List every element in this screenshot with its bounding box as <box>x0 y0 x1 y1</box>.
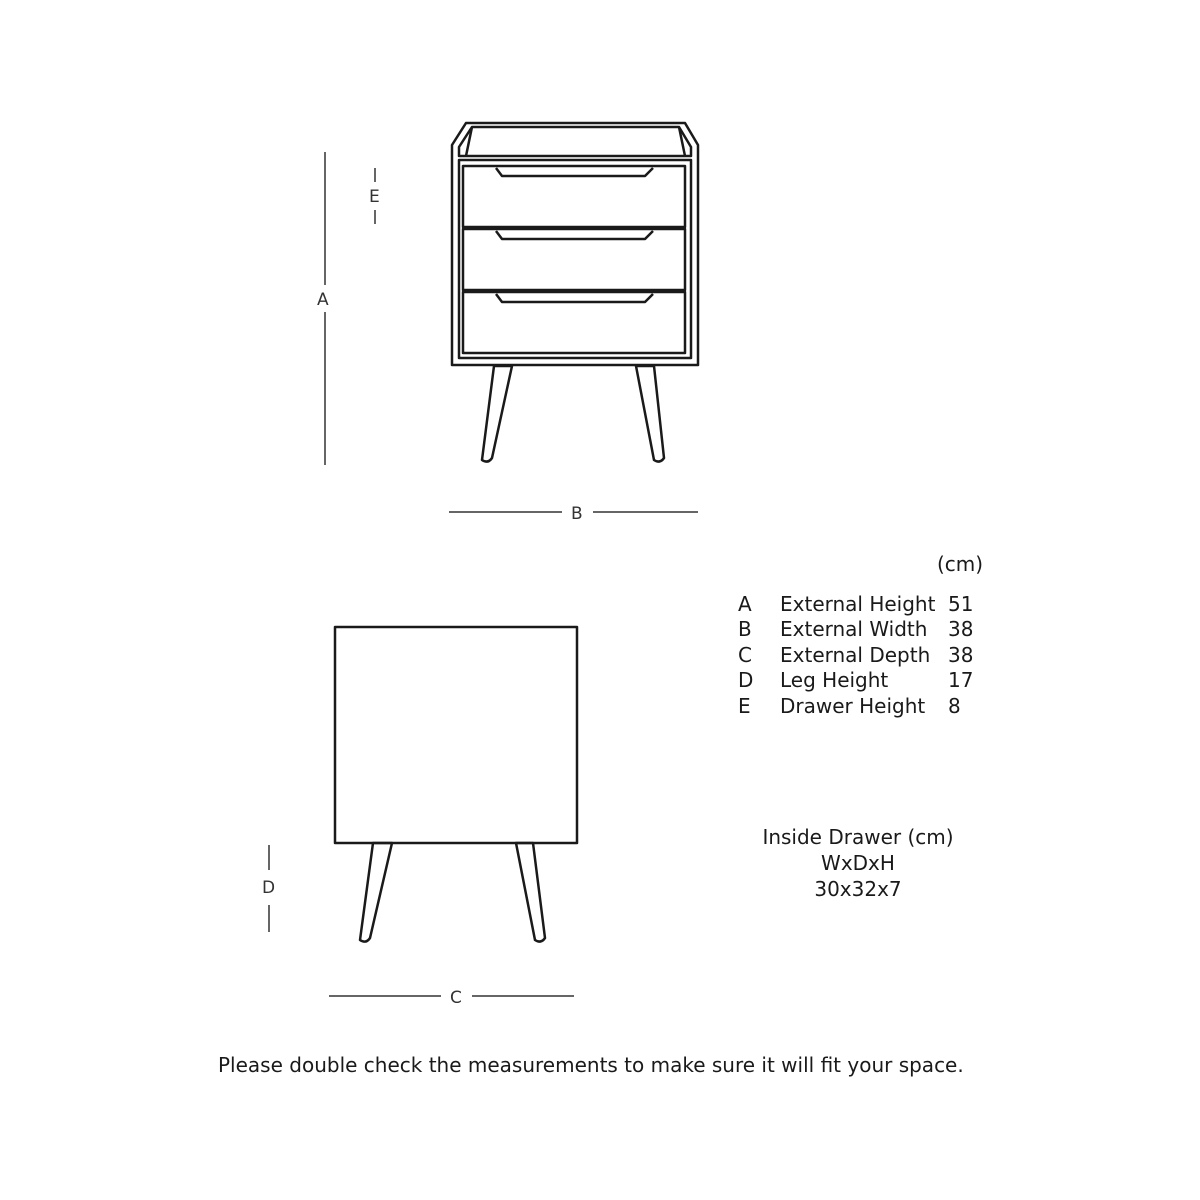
drawer-2-handle <box>496 231 653 239</box>
front-leg-left <box>482 366 512 462</box>
dimension-d-label: D <box>262 878 276 898</box>
spec-name: Leg Height <box>780 668 889 693</box>
spec-code: B <box>738 617 752 642</box>
spec-value: 8 <box>948 693 961 718</box>
spec-name: External Height <box>780 592 936 616</box>
dimension-c-label: C <box>450 988 462 1008</box>
drawer-3-handle <box>496 294 653 302</box>
spec-name: Drawer Height <box>780 693 926 718</box>
side-panel <box>335 627 577 843</box>
inside-drawer-info <box>758 824 958 902</box>
spec-code: A <box>738 592 752 616</box>
side-view <box>335 627 577 942</box>
spec-value: 17 <box>948 668 974 693</box>
front-leg-right <box>636 366 664 462</box>
inside-drawer-format: WxDxH <box>821 851 895 875</box>
inside-drawer-value: 30x32x7 <box>814 877 902 901</box>
spec-row-a <box>738 592 988 617</box>
spec-row-b <box>738 617 988 642</box>
units-label: (cm) <box>937 552 984 576</box>
dimension-e-label: E <box>369 187 380 207</box>
side-leg-right <box>516 843 545 942</box>
spec-value: 51 <box>948 592 974 616</box>
spec-row-c <box>738 643 988 668</box>
spec-value: 38 <box>948 617 974 642</box>
inside-drawer-title: Inside Drawer (cm) <box>762 825 954 849</box>
side-leg-left <box>360 843 392 942</box>
drawer-1-handle <box>496 168 653 176</box>
top-gallery <box>459 127 691 156</box>
dimension-a-label: A <box>317 290 329 310</box>
spec-row-e <box>738 694 988 719</box>
spec-value: 38 <box>948 642 974 667</box>
spec-code: E <box>738 693 751 718</box>
spec-row-d <box>738 668 988 693</box>
spec-table <box>738 592 988 719</box>
fit-note: Please double check the measurements to make sure it will fit your space. <box>218 1053 964 1077</box>
cabinet-inner-frame <box>459 160 691 358</box>
front-view <box>452 123 698 462</box>
dimension-b-label: B <box>571 504 583 524</box>
spec-code: C <box>738 642 752 667</box>
spec-code: D <box>738 668 754 693</box>
spec-name: External Depth <box>780 642 931 667</box>
spec-name: External Width <box>780 617 928 642</box>
